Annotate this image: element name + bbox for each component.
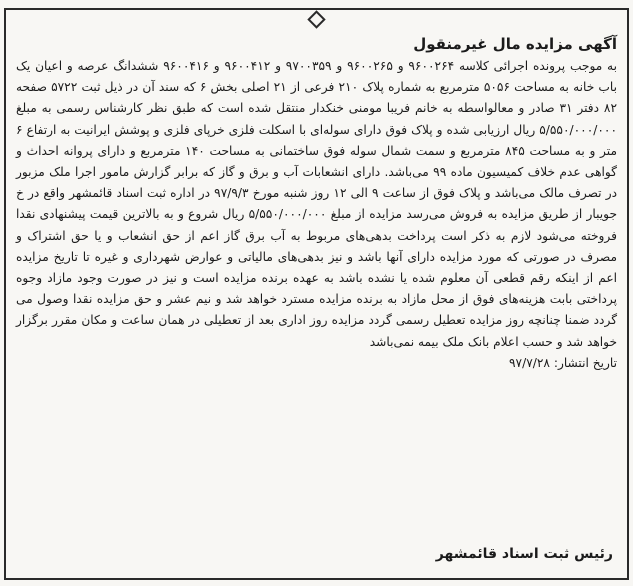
notice-content	[16, 34, 617, 373]
notice-signature: رئیس ثبت اسناد قائمشهر	[435, 546, 613, 562]
publication-date: تاریخ انتشار: ۹۷/۷/۲۸	[509, 355, 617, 370]
notice-frame	[4, 8, 629, 580]
notice-body: به موجب پرونده اجرائی کلاسه ۹۶۰۰۲۶۴ و ۹۶۰۰۲۶۵ و ۹۷۰۰۳۵۹ و ۹۶۰۰۴۱۲ و ۹۶۰۰۴۱۶ ششدانگ عرصه و اعیان یک باب خانه به مساحت ۵۰۵۶ مترمربع به شماره پلاک ۲۱۰ فرعی از ۲۱ اصلی بخش ۶ که سند آن در ذیل ثبت ۵۷۲۲ صفحه ۸۲ دفتر ۳۱ صادر و معالواسطه به خانم فریبا مومنی خنکدار منتقل شده است که طبق نظر کارشناس رسمی به مبلغ ۵/۵۵۰/۰۰۰/۰۰۰ ریال ارزیابی شده و پلاک فوق دارای سوله‌ای با اسکلت فلزی خرپای فلزی و پوشش ایرانیت به ارتفاع ۶ متر و به مساحت ۸۴۵ مترمربع و سمت شمال سوله فوق ساختمانی به مساحت ۱۴۰ مترمربع و دارای پروانه احداث و گواهی عدم خلاف کمیسیون ماده ۹۹ می‌باشد. دارای انشعابات آب و برق و گاز که برابر گزارش مامور اجرا ملک مزبور در تصرف مالک می‌باشد و پلاک فوق از ساعت ۹ الی ۱۲ روز شنبه مورخ ۹۷/۹/۳ در اداره ثبت اسناد قائمشهر واقع در خ جویبار از طریق مزایده به فروش می‌رسد مزایده از مبلغ ۵/۵۵۰/۰۰۰/۰۰۰ ریال شروع و به بالاترین قیمت پیشنهادی نقدا فروخته می‌شود لازم به ذکر است پرداخت بدهی‌های مربوط به آب برق گاز اعم از حق انشعاب و یا حق اشتراک و مصرف در صورتی که مورد مزایده دارای آنها باشد و نیز بدهی‌های مالیاتی و عوارض شهرداری و غیره تا تاریخ مزایده اعم از اینکه رقم قطعی آن معلوم شده یا نشده باشد به عهده برنده مزایده است و نیز در صورت وجود مازاد وجوه پرداختی بابت هزینه‌های فوق از محل مازاد به برنده مزایده مسترد خواهد شد و نیم عشر و حق مزایده نقدا وصول می گردد ضمنا چنانچه روز مزایده تعطیل رسمی گردد مزایده روز اداری بعد از تعطیلی در همان ساعت و مکان مقرر برگزار خواهد شد و حسب اعلام بانک ملک بیمه نمی‌باشد	[16, 59, 618, 349]
diamond-ornament-icon	[309, 11, 325, 27]
notice-title: آگهی مزایده مال غیرمنقول	[413, 35, 617, 53]
